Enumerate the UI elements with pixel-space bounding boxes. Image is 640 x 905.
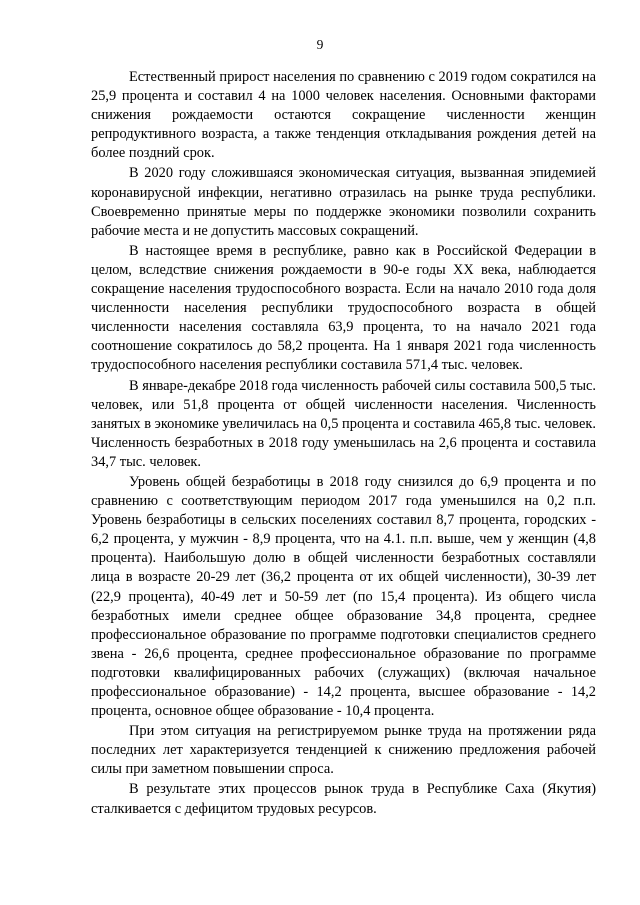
page-number: 9 [316, 37, 324, 52]
document-body [91, 68, 596, 820]
paragraph-labor-shortage: В результате этих процессов рынок труда в Республике Саха (Якутия) сталкивается с дефицитом трудовых ресурсов. [91, 781, 596, 817]
paragraph-registered-labor-market: При этом ситуация на регистрируемом рынке труда на протяжении ряда последних лет характеризуется тенденцией к снижению предложения рабочей силы при заметном повышении спроса. [91, 723, 596, 778]
paragraph-working-age-population: В настоящее время в республике, равно как в Российской Федерации в целом, вследствие снижения рождаемости в 90-е годы XX века, наблюдается сокращение населения трудоспособного возраста. Если на начало 2010 года доля численности населения республики трудоспособного возраста в общей численности населения составляла 63,9 процента, то на начало 2021 года соотношение сократилось до 58,2 процента. На 1 января 2021 года численность трудоспособного населения республики составила 571,4 тыс. человек. [91, 242, 596, 374]
paragraph-unemployment-level: Уровень общей безработицы в 2018 году снизился до 6,9 процента и по сравнению с соответствующим периодом 2017 года уменьшился на 0,2 п.п. Уровень безработицы в сельских поселениях составил 8,7 процента, городских - 6,2 процента, у мужчин - 8,9 процента, что на 4.1. п.п. выше, чем у женщин (4,8 процента). Наибольшую долю в общей численности безработных составляли лица в возрасте 20-29 лет (36,2 процента от их общей численности), 30-39 лет (22,9 процента), 40-49 лет и 50-59 лет (по 15,4 процента). Из общего числа безработных имели среднее общее образование 34,8 процента, среднее профессиональное образование по программе подготовки специалистов среднего звена - 26,6 процента, среднее профессиональное образование по программе подготовки квалифицированных рабочих (служащих) (включая начальное профессиональное образование) - 14,2 процента, высшее образование - 14,2 процента, основное общее образование - 10,4 процента. [91, 473, 596, 720]
paragraph-natural-growth: Естественный прирост населения по сравнению с 2019 годом сократился на 25,9 процента и составил 4 на 1000 человек населения. Основными факторами снижения рождаемости остаются сокращение численности женщин репродуктивного возраста, а также тенденция откладывания рождения детей на более поздний срок. [91, 69, 596, 162]
paragraph-labor-force-2018: В январе-декабре 2018 года численность рабочей силы составила 500,5 тыс. человек, или 51,8 процента от общей численности населения. Численность занятых в экономике увеличилась на 0,5 процента и составила 465,8 тыс. человек. Численность безработных в 2018 году уменьшилась на 2,6 процента и составила 34,7 тыс. человек. [91, 377, 596, 470]
paragraph-economic-situation-2020: В 2020 году сложившаяся экономическая ситуация, вызванная эпидемией коронавирусной инфекции, негативно отразилась на рынке труда республики. Своевременно принятые меры по поддержке экономики позволили сохранить рабочие места и не допустить массовых сокращений. [91, 165, 596, 239]
